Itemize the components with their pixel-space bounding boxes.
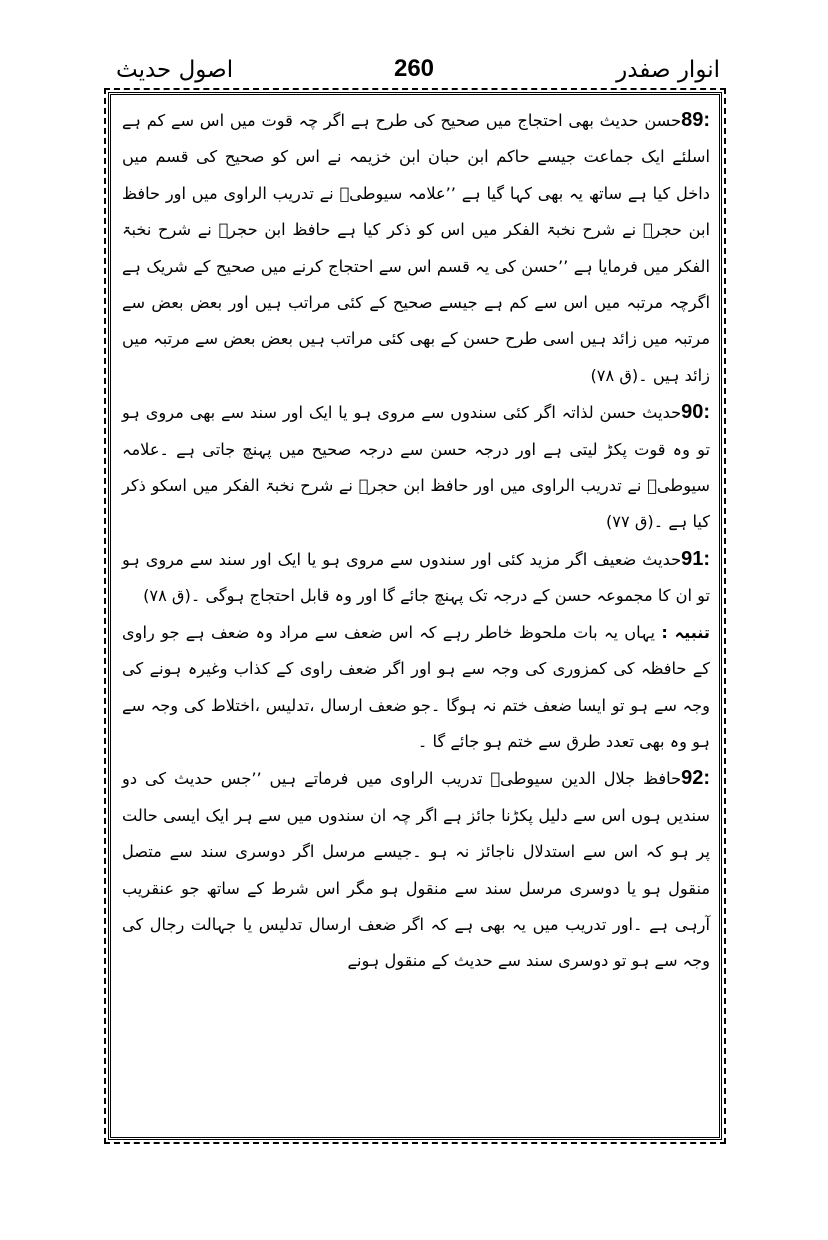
paragraph-91 <box>122 541 710 615</box>
paragraph-number: 92: <box>681 767 710 790</box>
page-header <box>108 55 720 93</box>
reference: (ق ۷۷) <box>605 512 654 532</box>
page-content <box>122 102 710 1132</box>
paragraph-text: حافظ جلال الدین سیوطیؒ تدریب الراوی میں فرماتے ہیں ’’جس حدیث کی دو سندیں ہوں اس سے دلیل پکڑنا جائز ہے اگر چہ ان سندوں میں سے ہر ایک ایسی حالت پر ہو کہ اس سے استدلال ناجائز نہ ہو ۔جیسے مرسل اگر دوسری سند سے متصل منقول ہو یا دوسری مرسل سند سے منقول ہو مگر اس شرط کے ساتھ جو عنقریب آرہی ہے ۔اور تدریب میں یہ بھی ہے کہ اگر ضعف ارسال تدلیس یا جہالت رجال کی وجہ سے ہو تو دوسری سند سے حدیث کے منقول ہونے <box>122 769 710 971</box>
paragraph-number: 91: <box>681 547 710 570</box>
note-label: تنبیہ : <box>661 622 710 642</box>
book-title: انوار صفدر <box>616 57 720 83</box>
paragraph-number: 90: <box>681 401 710 424</box>
reference: (ق ۷۸) <box>590 365 639 385</box>
section-title: اصول حدیث <box>116 57 234 83</box>
paragraph-92 <box>122 760 710 979</box>
reference: (ق ۷۸) <box>143 586 191 606</box>
paragraph-89 <box>122 102 710 394</box>
note-text: یہاں یہ بات ملحوظ خاطر رہے کہ اس ضعف سے مراد وہ ضعف ہے جو راوی کے حافظہ کی کمزوری کی وجہ سے ہو اور اگر ضعف راوی کے کذاب وغیرہ ہونے کی وجہ سے ہو تو ایسا ضعف ختم نہ ہوگا ۔جو ضعف ارسال ،تدلیس ،اختلاط کی وجہ سے ہو وہ بھی تعدد طرق سے ختم ہو جائے گا ۔ <box>122 622 710 751</box>
page-number: 260 <box>393 55 435 82</box>
paragraph-text: حدیث ضعیف اگر مزید کئی اور سندوں سے مروی ہو یا ایک اور سند سے مروی ہو تو ان کا مجموعہ حسن کے درجہ تک پہنچ جائے گا اور وہ قابل احتجاج ہوگی ۔ <box>122 549 710 606</box>
note-paragraph <box>122 615 710 761</box>
paragraph-90 <box>122 394 710 541</box>
paragraph-text: حدیث حسن لذاتہ اگر کئی سندوں سے مروی ہو یا ایک اور سند سے بھی مروی ہو تو وہ قوت پکڑ لیتی ہے اور درجہ حسن سے درجہ صحیح میں پہنچ جاتی ہے ۔علامہ سیوطیؒ نے تدریب الراوی میں اور حافظ ابن حجرؒ نے شرح نخبۃ الفکر میں اسکو ذکر کیا ہے ۔ <box>122 403 710 532</box>
paragraph-text: حسن حدیث بھی احتجاج میں صحیح کی طرح ہے اگر چہ قوت میں اس سے کم ہے اسلئے ایک جماعت جیسے حاکم ابن حبان ابن خزیمہ نے اس کو صحیح کی قسم میں داخل کیا ہے ساتھ یہ بھی کہا گیا ہے ’’علامہ سیوطیؒ نے تدریب الراوی میں اور حافظ ابن حجرؒ نے شرح نخبۃ الفکر میں اس کو ذکر کیا ہے حافظ ابن حجرؒ نے شرح نخبۃ الفکر میں فرمایا ہے ’’حسن کی یہ قسم اس سے احتجاج کرنے میں صحیح کے شریک ہے اگرچہ مرتبہ میں اس سے کم ہے جیسے صحیح کے کئی مراتب ہیں اور بعض بعض سے مرتبہ میں زائد ہیں اسی طرح حسن کے بھی کئی مراتب ہیں بعض بعض سے مرتبہ میں زائد ہیں ۔ <box>122 111 710 385</box>
paragraph-number: 89: <box>681 109 710 131</box>
